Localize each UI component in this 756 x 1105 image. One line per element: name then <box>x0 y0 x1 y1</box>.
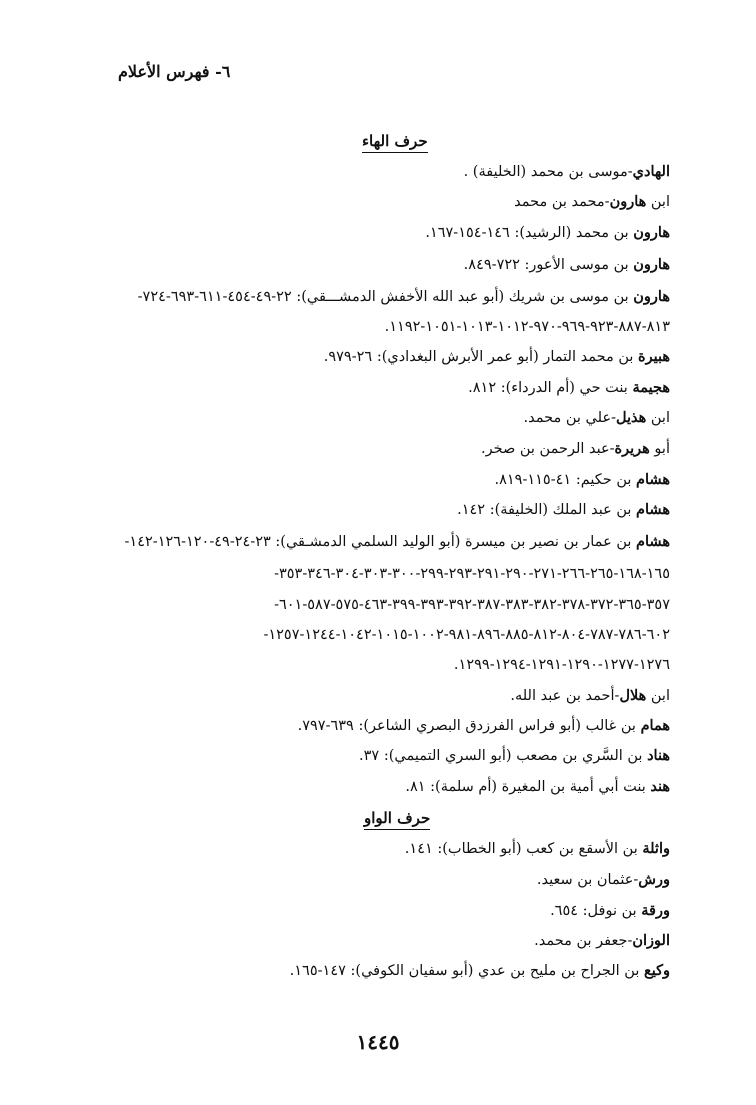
section-header: ٦- فهرس الأعلام <box>118 62 231 81</box>
entry-detail: بن غالب (أبو فراس الفرزدق البصري الشاعر): ٦٣٩-٧٩٧. <box>297 718 641 734</box>
entry-name: هجيمة <box>632 379 670 396</box>
entry-detail: -موسى بن محمد (الخليفة) . <box>463 164 633 180</box>
entry-detail: ٣٥٧-٣٦٥-٣٧٢-٣٧٨-٣٨٢-٣٨٣-٣٨٧-٣٩٢-٣٩٣-٣٩٩-٤٦٣-٥٧٥-٥٨٧-٦٠١- <box>274 597 670 613</box>
entry-detail: بن عبد الملك (الخليفة): ١٤٢. <box>457 502 637 518</box>
entry-detail: بنت أبي أمية بن المغيرة (أم سلمة): ٨١. <box>405 779 651 795</box>
index-entry <box>514 193 670 211</box>
index-entry <box>510 687 670 705</box>
index-entry <box>405 778 670 796</box>
entry-name: هارون <box>633 224 670 241</box>
index-entry <box>524 409 670 427</box>
entry-prefix: ابن <box>646 688 670 704</box>
index-entry <box>534 932 670 950</box>
entry-detail: بن حكيم: ٤١-١١٥-٨١٩. <box>494 472 637 488</box>
index-entry <box>464 256 670 274</box>
heading-waw: حرف الواو <box>364 809 430 830</box>
entry-detail: ١٦٥-١٦٨-٢٦٥-٢٦٦-٢٧١-٢٩٠-٢٩١-٢٩٣-٢٩٩-٣٠٠-٣٠٣-٣٠٤-٣٤٦-٣٥٣- <box>274 566 670 582</box>
entry-name: هارون <box>633 256 670 273</box>
entry-detail: بن نوفل: ٦٥٤. <box>550 903 642 919</box>
entry-name: الهادي <box>632 163 670 180</box>
index-entry <box>125 533 671 551</box>
entry-name: الوزان <box>632 932 670 949</box>
index-entry <box>359 747 670 765</box>
entry-name: هذيل <box>616 409 647 426</box>
entry-detail: بن الأسقع بن كعب (أبو الخطاب): ١٤١. <box>404 841 643 857</box>
index-entry <box>464 163 670 181</box>
entry-name: هارون <box>633 288 670 305</box>
entry-name: واثلة <box>642 840 670 857</box>
entry-detail: ٦٠٢-٧٨٦-٧٨٧-٨٠٤-٨١٢-٨٨٥-٨٩٦-٩٨١-١٠٠٢-١٠١٥-١٠٤٢-١٢٤٤-١٢٥٧- <box>263 627 670 643</box>
index-entry <box>468 379 670 397</box>
entry-name: همام <box>640 717 670 734</box>
entry-name: هلال <box>619 687 647 704</box>
index-entry <box>298 717 670 735</box>
index-entry <box>324 348 670 366</box>
entry-name: هريرة <box>614 440 650 457</box>
entry-name: ورقة <box>641 902 670 919</box>
entry-name: هبيرة <box>638 348 670 365</box>
index-entry <box>385 318 670 336</box>
entry-name: هشام <box>636 501 670 518</box>
entry-detail: -عبد الرحمن بن صخر. <box>480 441 615 457</box>
entry-detail: بن الجراح بن مليح بن عدي (أبو سفيان الكوفي): ١٤٧-١٦٥. <box>289 963 644 979</box>
index-entry <box>457 501 670 519</box>
entry-name: هارون <box>609 193 647 210</box>
index-entry <box>138 288 670 306</box>
entry-detail: بن موسى بن شريك (أبو عبد الله الأخفش الدمشـــقي): ٢٢-٤٩-٤٥٤-٦١١-٦٩٣-٧٢٤- <box>137 289 634 305</box>
index-entry <box>405 840 670 858</box>
entry-detail: ٨١٣-٨٨٧-٩٢٣-٩٦٩-٩٧٠-١٠١٢-١٠١٣-١٠٥١-١١٩٢. <box>384 319 670 335</box>
entry-detail: بن موسى الأعور: ٧٢٢-٨٤٩. <box>463 257 634 273</box>
entry-name: هشام <box>636 471 670 488</box>
index-entry <box>454 656 670 674</box>
index-entry <box>263 626 670 644</box>
entry-detail: بن محمد التمار (أبو عمر الأبرش البغدادي): ٢٦-٩٧٩. <box>323 349 638 365</box>
entry-prefix: ابن <box>646 194 670 210</box>
index-entry <box>425 224 670 242</box>
entry-detail: بن السَّري بن مصعب (أبو السري التميمي): ٣٧. <box>359 748 648 764</box>
index-entry <box>494 471 670 489</box>
entry-detail: بن محمد (الرشيد): ١٤٦-١٥٤-١٦٧. <box>425 225 634 241</box>
entry-detail: بن عمار بن نصير بن ميسرة (أبو الوليد السلمي الدمشـقي): ٢٣-٢٤-٤٩-١٢٠-١٢٦-١٤٢- <box>124 534 637 550</box>
entry-detail: -عثمان بن سعيد. <box>536 872 639 888</box>
entry-detail: ١٢٧٦-١٢٧٧-١٢٩٠-١٢٩١-١٢٩٤-١٢٩٩. <box>453 657 670 673</box>
entry-prefix: أبو <box>649 441 670 457</box>
entry-name: هند <box>650 778 670 795</box>
entry-name: هشام <box>636 533 670 550</box>
index-entry <box>481 440 670 458</box>
entry-detail: -محمد بن محمد <box>514 194 610 210</box>
index-entry <box>537 871 670 889</box>
entry-prefix: ابن <box>646 410 670 426</box>
entry-detail: -علي بن محمد. <box>523 410 616 426</box>
heading-ha: حرف الهاء <box>362 132 428 153</box>
entry-name: ورش <box>638 871 670 888</box>
index-entry <box>274 565 670 583</box>
page-number: ١٤٤٥ <box>356 1030 400 1054</box>
entry-detail: -أحمد بن عبد الله. <box>510 688 620 704</box>
index-entry <box>290 962 670 980</box>
entry-detail: -جعفر بن محمد. <box>534 933 633 949</box>
index-entry <box>550 902 670 920</box>
entry-name: وكيع <box>644 962 670 979</box>
entry-detail: بنت حي (أم الدرداء): ٨١٢. <box>468 380 633 396</box>
index-entry <box>274 596 670 614</box>
entry-name: هناد <box>647 747 670 764</box>
